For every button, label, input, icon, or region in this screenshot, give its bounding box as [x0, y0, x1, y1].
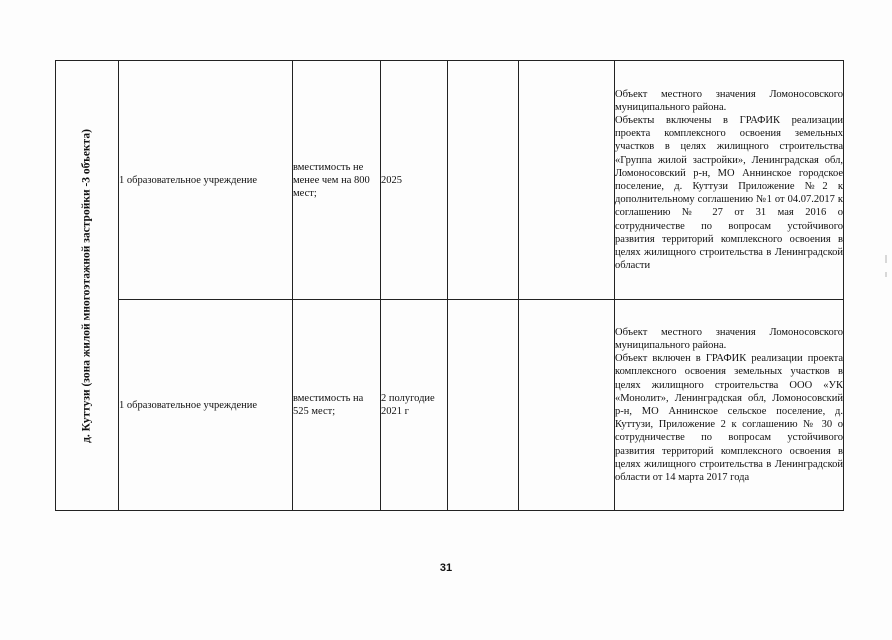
empty-cell: [448, 61, 519, 300]
facility-name-cell: 1 образовательное учреждение: [119, 300, 293, 511]
scan-artifact: [885, 255, 887, 263]
note-cell: [615, 300, 844, 511]
note-cell: [615, 61, 844, 300]
page-number: 31: [439, 562, 453, 574]
empty-cell: [519, 300, 615, 511]
capacity-cell: вместимость на 525 мест;: [293, 300, 381, 511]
note-text: Объект местного значения Ломоносовского муниципального района. Объекты включены в ГРАФИК реализации проекта комплексного освоения земельных участков в целях жилищного строительства «Группа жилой застройки», Ленинградская обл, Ломоносовский р-н, МО Аннинское городское поселение, д. Куттузи Приложение №2 к дополнительному соглашению №1 от 04.07.2017 к соглашению № 27 от 31 мая 2016 о сотрудничестве по вопросам устойчивого развития территорий комплексного освоения в целях жилищного строительства в Ленинградской области: [615, 88, 843, 272]
facility-name-cell: 1 образовательное учреждение: [119, 61, 293, 300]
note-text: Объект местного значения Ломоносовского муниципального района. Объект включен в ГРАФИК реализации проекта комплексного освоения земельных участков в целях жилищного строительства ООО «УК «Монолит», Ленинградская обл, Ломоносовский р-н, МО Аннинское сельское поселение, д. Куттузи, Приложение 2 к соглашению № 30 о сотрудничестве по вопросам устойчивого развития территорий комплексного освоения в целях жилищного строительства в Ленинградской области от 14 марта 2017 года: [615, 326, 843, 484]
deadline-cell: 2 полугодие 2021 г: [381, 300, 448, 511]
empty-cell: [448, 300, 519, 511]
deadline-cell: 2025: [381, 61, 448, 300]
table-row: [56, 300, 844, 511]
location-label: д. Куттузи (зона жилой многоэтажной застройки -3 объекта): [80, 128, 93, 443]
empty-cell: [519, 61, 615, 300]
planning-table: [55, 60, 844, 511]
location-cell: [56, 61, 119, 511]
table-row: [56, 61, 844, 300]
scan-artifact: [885, 272, 887, 277]
capacity-cell: вместимость не менее чем на 800 мест;: [293, 61, 381, 300]
